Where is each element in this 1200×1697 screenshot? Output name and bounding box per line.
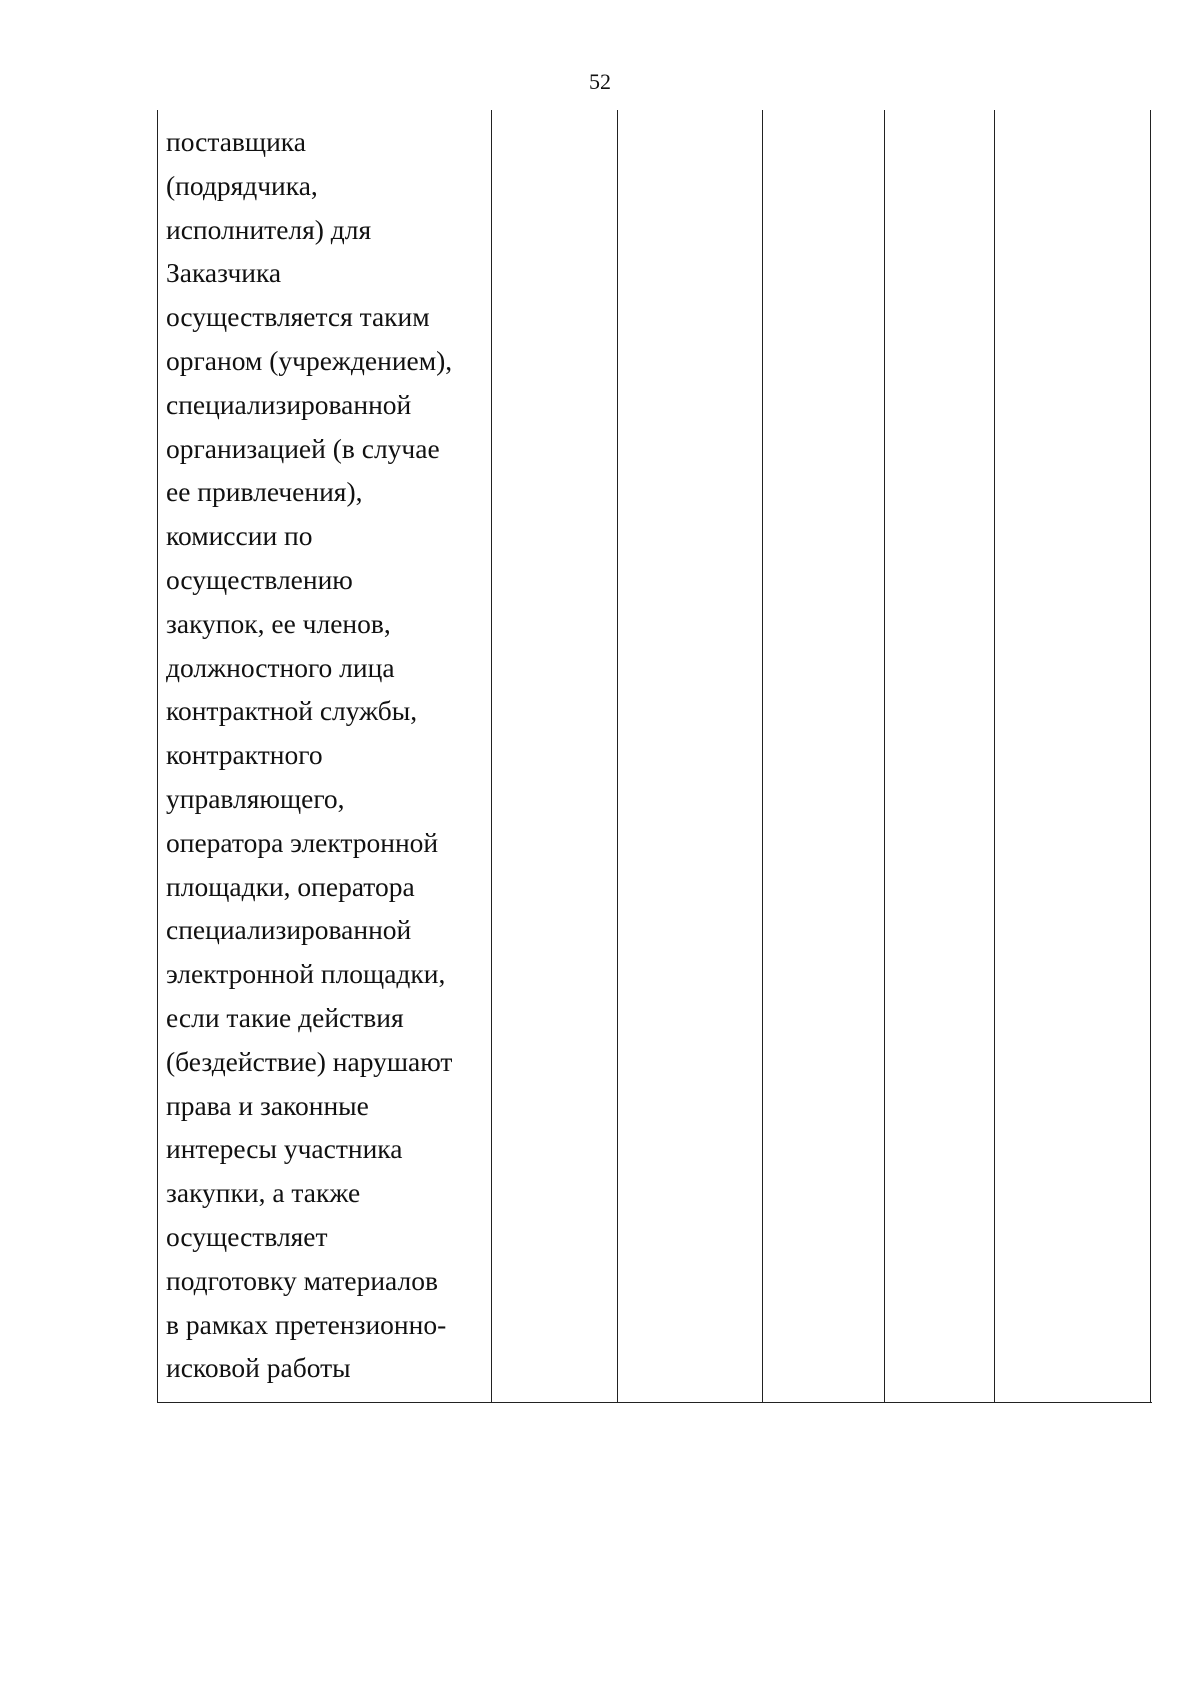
table-column-divider: [762, 110, 763, 1402]
table-border-left: [157, 110, 158, 1402]
table-cell-duty-description: поставщика (подрядчика, исполнителя) для Заказчика осуществляется таким органом (учреждением), специализированной организацией (в случае ее привлечения), комиссии по осуществлению закупок, ее членов, должностного лица контрактной службы, контрактного управляющего, оператора электронной площадки, оператора специализированной электронной площадки, если такие действия (бездействие) нарушают права и законные интересы участника закупки, а также осуществляет подготовку материалов в рамках претензионно- исковой работы: [166, 126, 453, 1384]
table-column-divider: [994, 110, 995, 1402]
table-column-divider: [491, 110, 492, 1402]
table-column-divider: [884, 110, 885, 1402]
page-number: 52: [589, 69, 611, 94]
continuation-table: [157, 110, 1152, 1403]
table-column-divider: [617, 110, 618, 1402]
table-border-right: [1150, 110, 1151, 1402]
